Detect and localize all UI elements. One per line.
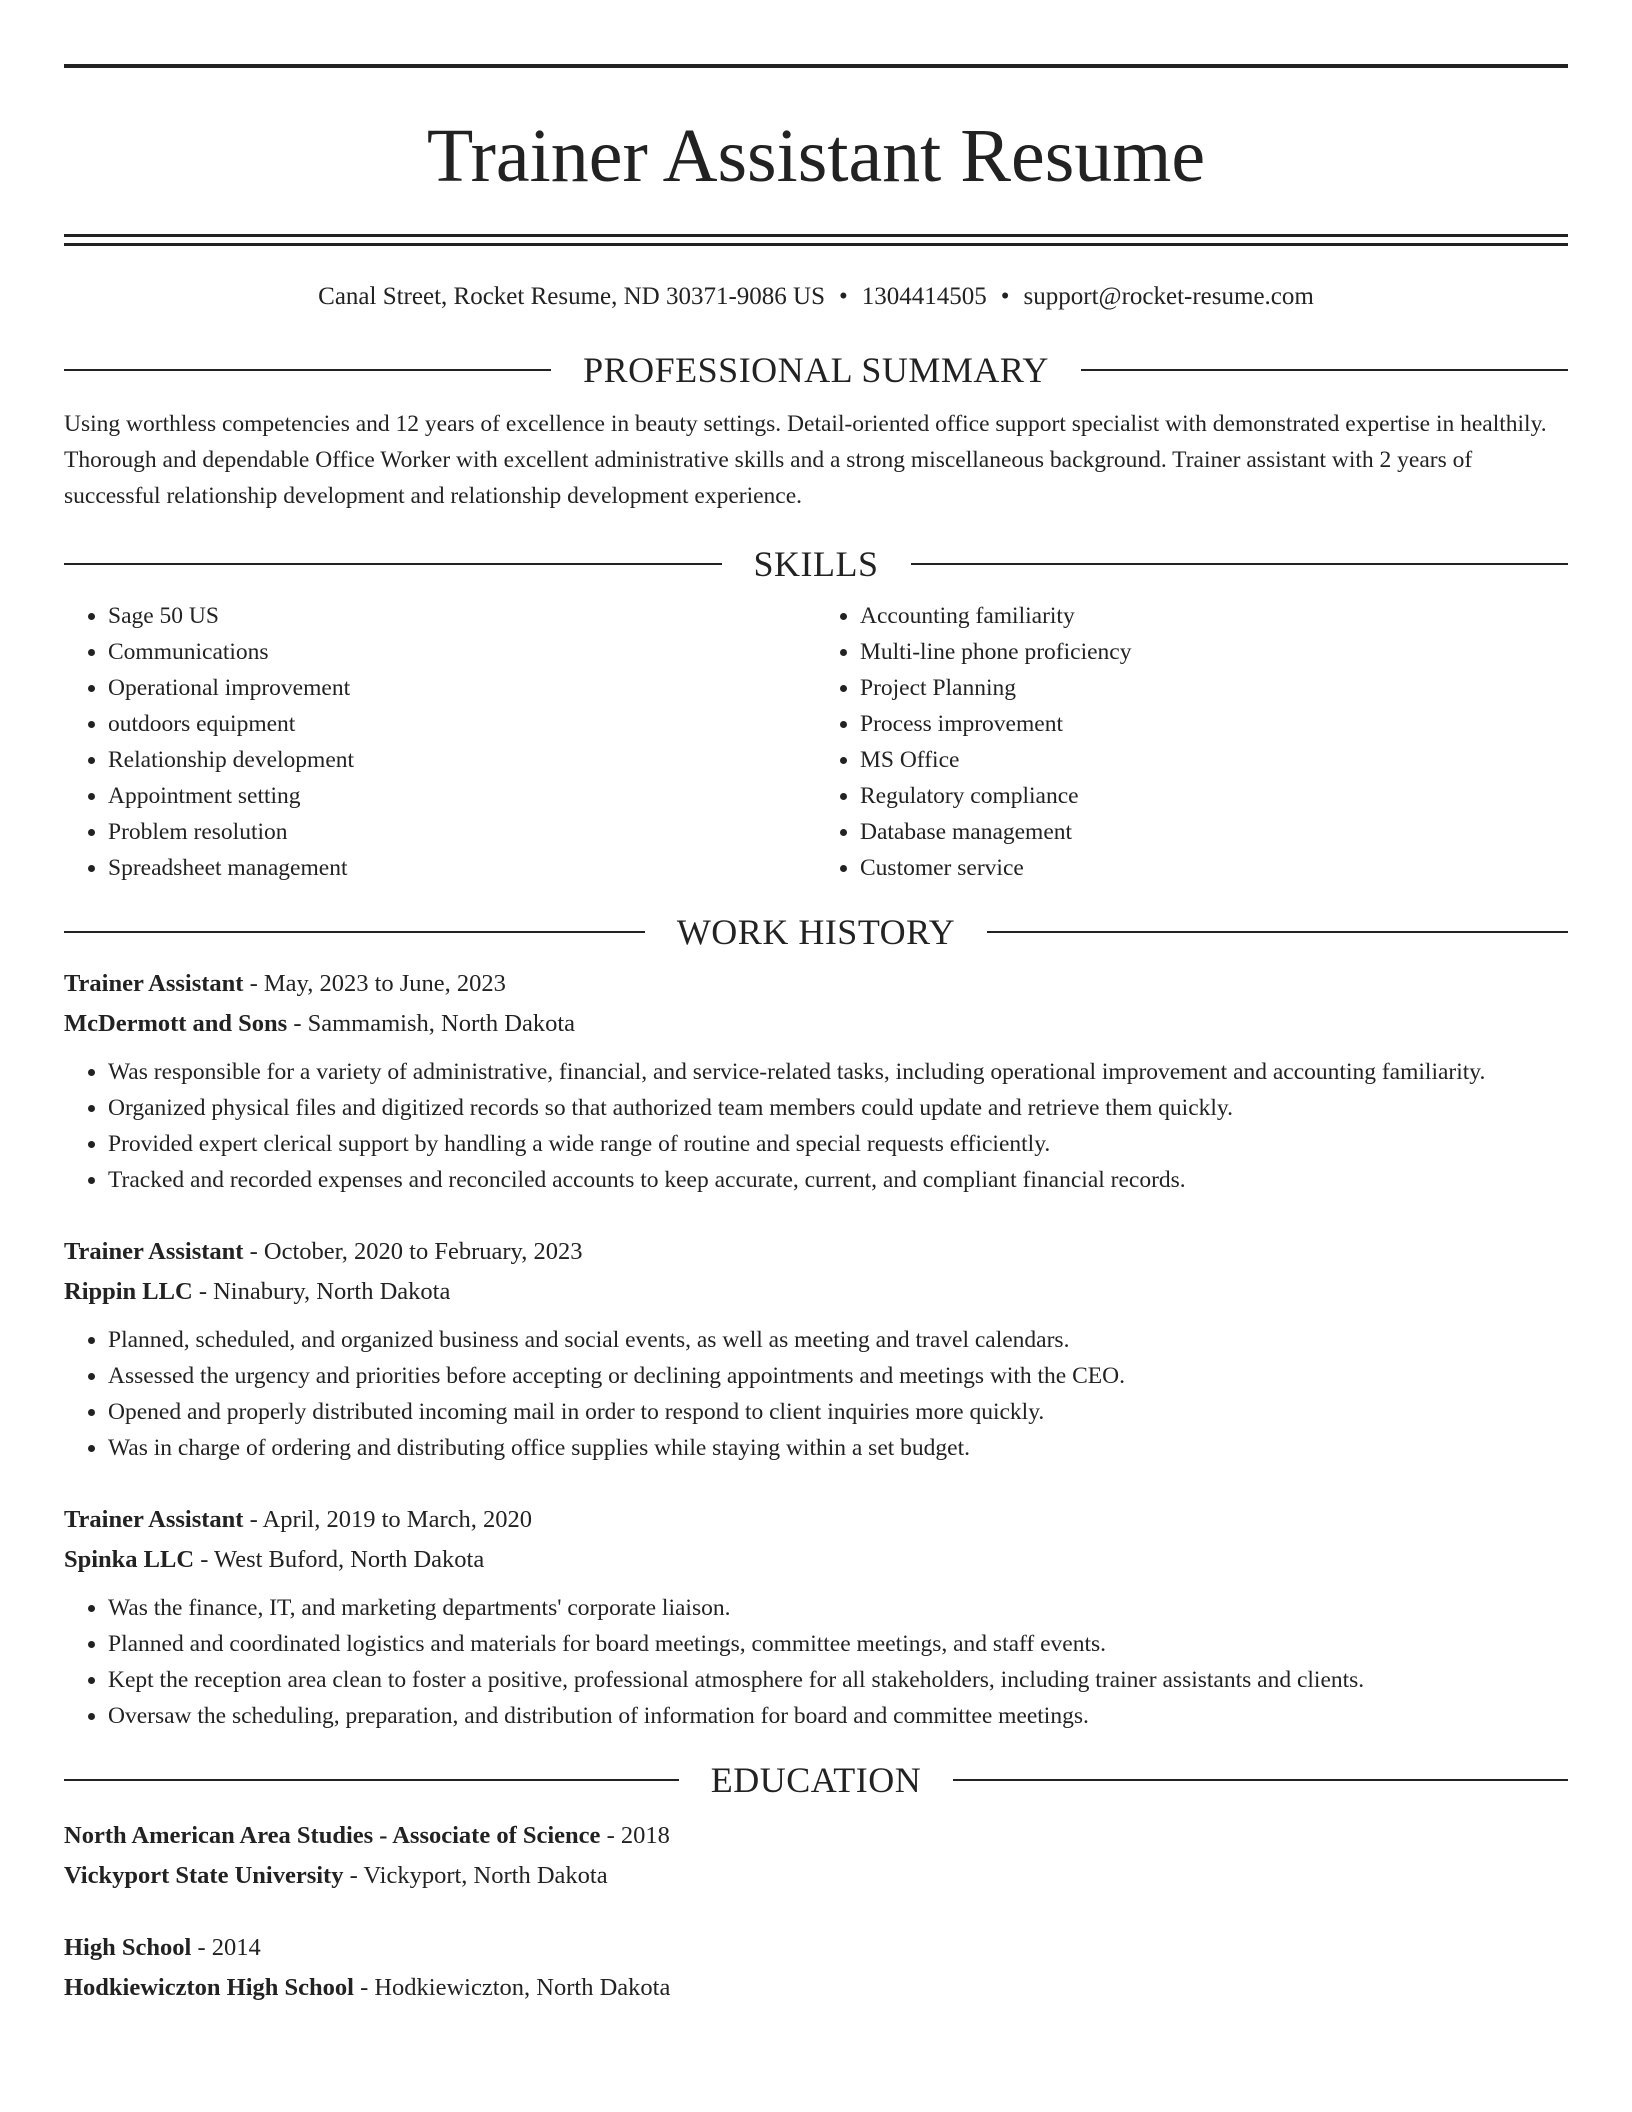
job-bullets — [64, 1054, 1568, 1198]
job-bullet: • Planned, scheduled, and organized business and social events, as well as meeting and travel calendars. — [108, 1322, 1568, 1358]
education-school: Vickyport State University — [64, 1862, 344, 1889]
skills-list — [64, 598, 1568, 886]
job-company: McDermott and Sons — [64, 1010, 288, 1037]
job-bullet: • Opened and properly distributed incoming mail in order to respond to client inquiries more quickly. — [108, 1394, 1568, 1430]
job-company: Spinka LLC — [64, 1546, 195, 1573]
education-year: - 2014 — [191, 1934, 261, 1961]
skill-item: • Project Planning — [860, 670, 1568, 706]
job-bullet: • Was responsible for a variety of administrative, financial, and service-related tasks, including operational improvement and accounting familiarity. — [108, 1054, 1568, 1090]
section-header-summary — [64, 348, 1568, 392]
section-title-education: EDUCATION — [710, 1760, 922, 1800]
education-location: - Hodkiewiczton, North Dakota — [353, 1974, 671, 2001]
job-entry — [64, 1500, 1568, 1734]
job-bullets — [64, 1322, 1568, 1466]
skill-item: • Multi-line phone proficiency — [860, 634, 1568, 670]
skill-item: • Sage 50 US — [108, 598, 816, 634]
job-bullet: • Provided expert clerical support by handling a wide range of routine and special requests efficiently. — [108, 1126, 1568, 1162]
top-rule — [64, 64, 1568, 68]
skill-item: • Process improvement — [860, 706, 1568, 742]
job-company-line — [64, 1272, 1568, 1312]
job-location: - West Buford, North Dakota — [194, 1546, 485, 1573]
resume-page — [64, 0, 1568, 2008]
job-bullet: • Tracked and recorded expenses and reconciled accounts to keep accurate, current, and compliant financial records. — [108, 1162, 1568, 1198]
education-year: - 2018 — [600, 1822, 670, 1849]
contact-separator: • — [839, 283, 848, 310]
contact-email: support@rocket-resume.com — [1023, 283, 1314, 310]
skill-item: • Appointment setting — [108, 778, 816, 814]
section-title-summary: PROFESSIONAL SUMMARY — [583, 350, 1049, 390]
section-header-skills — [64, 542, 1568, 586]
section-title-work: WORK HISTORY — [676, 912, 956, 952]
job-title: Trainer Assistant — [64, 1238, 244, 1265]
education-degree: High School — [64, 1934, 192, 1961]
section-header-work — [64, 910, 1568, 954]
skill-item: • Regulatory compliance — [860, 778, 1568, 814]
skills-column-right — [816, 598, 1568, 886]
divider-line — [911, 563, 1569, 565]
job-bullet: • Was the finance, IT, and marketing departments' corporate liaison. — [108, 1590, 1568, 1626]
education-degree: North American Area Studies - Associate of Science — [64, 1822, 601, 1849]
job-dates: - May, 2023 to June, 2023 — [243, 970, 506, 997]
job-entry — [64, 1232, 1568, 1466]
divider-line — [64, 563, 722, 565]
job-dates: - October, 2020 to February, 2023 — [243, 1238, 583, 1265]
divider-line — [987, 931, 1568, 933]
job-bullet: • Kept the reception area clean to foster a positive, professional atmosphere for all stakeholders, including trainer assistants and clients. — [108, 1662, 1568, 1698]
skill-item: • Accounting familiarity — [860, 598, 1568, 634]
education-entry — [64, 1928, 1568, 2008]
divider-line — [64, 1779, 679, 1781]
contact-separator: • — [1000, 283, 1010, 310]
education-school: Hodkiewiczton High School — [64, 1974, 354, 2001]
skill-item: • Database management — [860, 814, 1568, 850]
job-title: Trainer Assistant — [64, 970, 244, 997]
job-dates: - April, 2019 to March, 2020 — [243, 1506, 532, 1533]
divider-line — [64, 931, 645, 933]
skill-item: • Operational improvement — [108, 670, 816, 706]
section-title-skills: SKILLS — [753, 544, 879, 584]
education-entry — [64, 1816, 1568, 1896]
job-title-line — [64, 964, 1568, 1004]
job-title: Trainer Assistant — [64, 1506, 244, 1533]
title-double-rule — [64, 234, 1568, 246]
skill-item: • Communications — [108, 634, 816, 670]
education-school-line — [64, 1968, 1568, 2008]
job-location: - Ninabury, North Dakota — [192, 1278, 451, 1305]
job-bullets — [64, 1590, 1568, 1734]
education-degree-line — [64, 1816, 1568, 1856]
job-bullet: • Was in charge of ordering and distributing office supplies while staying within a set budget. — [108, 1430, 1568, 1466]
skill-item: • Customer service — [860, 850, 1568, 886]
education-school-line — [64, 1856, 1568, 1896]
job-title-line — [64, 1232, 1568, 1272]
skill-item: • MS Office — [860, 742, 1568, 778]
job-company-line — [64, 1004, 1568, 1044]
divider-line — [953, 1779, 1568, 1781]
job-bullet: • Oversaw the scheduling, preparation, and distribution of information for board and committee meetings. — [108, 1698, 1568, 1734]
contact-phone: 1304414505 — [861, 283, 987, 310]
job-bullet: • Assessed the urgency and priorities before accepting or declining appointments and meetings with the CEO. — [108, 1358, 1568, 1394]
skills-column-left — [64, 598, 816, 886]
skill-item: • outdoors equipment — [108, 706, 816, 742]
job-bullet: • Organized physical files and digitized records so that authorized team members could update and retrieve them quickly. — [108, 1090, 1568, 1126]
education-location: - Vickyport, North Dakota — [343, 1862, 608, 1889]
education-degree-line — [64, 1928, 1568, 1968]
job-entry — [64, 964, 1568, 1198]
job-bullet: • Planned and coordinated logistics and materials for board meetings, committee meetings, and staff events. — [108, 1626, 1568, 1662]
job-title-line — [64, 1500, 1568, 1540]
divider-line — [1081, 369, 1568, 371]
skill-item: • Spreadsheet management — [108, 850, 816, 886]
resume-title: Trainer Assistant Resume — [426, 114, 1206, 198]
skill-item: • Relationship development — [108, 742, 816, 778]
divider-line — [64, 369, 551, 371]
job-company: Rippin LLC — [64, 1278, 193, 1305]
contact-address: Canal Street, Rocket Resume, ND 30371-9086 US — [318, 283, 826, 310]
contact-line — [64, 280, 1568, 314]
summary-text: Using worthless competencies and 12 years of excellence in beauty settings. Detail-oriented office support specialist with demonstrated expertise in healthily. Thorough and dependable Office Worker with excellent administrative skills and a strong miscellaneous background. Trainer assistant with 2 years of successful relationship development and relationship development experience. — [64, 411, 1547, 509]
section-header-education — [64, 1758, 1568, 1802]
skill-item: • Problem resolution — [108, 814, 816, 850]
job-location: - Sammamish, North Dakota — [287, 1010, 576, 1037]
job-company-line — [64, 1540, 1568, 1580]
